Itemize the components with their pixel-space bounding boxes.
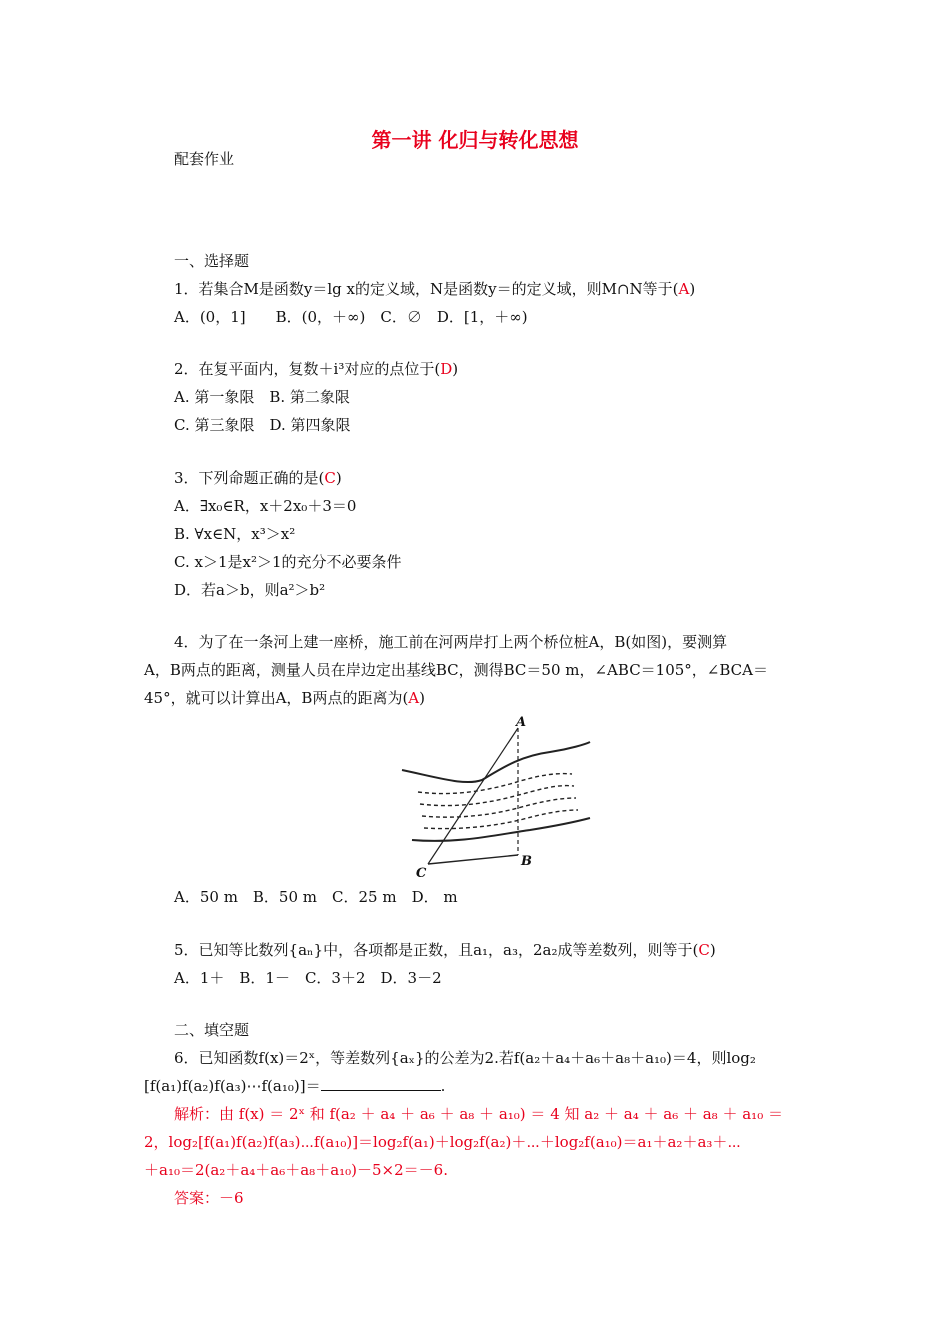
question-5-stem: 5．已知等比数列{aₙ}中，各项都是正数，且a₁，a₃，2a₂成等差数列，则等于(C): [174, 941, 716, 959]
question-4-line-2: A，B两点的距离，测量人员在岸边定出基线BC，测得BC＝50 m，∠ABC＝105°，∠BCA＝: [144, 661, 768, 679]
question-2-options-cd: C. 第三象限 D. 第四象限: [174, 416, 351, 434]
question-1-stem: 1．若集合M是函数y＝lg x的定义域，N是函数y＝的定义域，则M∩N等于(A): [174, 280, 696, 298]
solution-line-1: 解析：由 f(x) ＝ 2ˣ 和 f(a₂ ＋ a₄ ＋ a₆ ＋ a₈ ＋ a₁₀) ＝ 4 知 a₂ ＋ a₄ ＋ a₆ ＋ a₈ ＋ a₁₀ ＝: [174, 1105, 783, 1123]
subtitle: 配套作业: [174, 150, 235, 168]
river-wave-3: [422, 798, 576, 817]
point-c-label: C: [416, 866, 427, 881]
question-4-line-1: 4．为了在一条河上建一座桥，施工前在河两岸打上两个桥位桩A，B(如图)，要测算: [174, 633, 728, 651]
point-b-label: B: [521, 854, 532, 869]
final-answer: 答案：－6: [174, 1189, 244, 1207]
question-2-options-ab: A. 第一象限 B. 第二象限: [174, 388, 350, 406]
question-6-line-1: 6．已知函数f(x)＝2ˣ，等差数列{aₓ}的公差为2.若f(a₂＋a₄＋a₆＋a₈＋a₁₀)＝4，则log₂: [174, 1049, 756, 1067]
section-choice-heading: 一、选择题: [174, 252, 250, 270]
question-5-answer: C: [698, 941, 710, 959]
question-3-option-c: C. x＞1是x²＞1的充分不必要条件: [174, 553, 402, 571]
question-4-answer: A: [408, 689, 420, 707]
question-6-line-2: [f(a₁)f(a₂)f(a₃)⋯f(a₁₀)]＝ .: [144, 1077, 446, 1095]
question-3-option-a: A．∃x₀∈R，x＋2x₀＋3＝0: [174, 497, 357, 515]
river-wave-1: [418, 774, 572, 794]
question-3-option-b: B. ∀x∈N，x³＞x²: [174, 525, 296, 543]
question-3-answer: C: [324, 469, 336, 487]
point-a-label: A: [516, 715, 527, 730]
question-3-stem: 3．下列命题正确的是(C): [174, 469, 342, 487]
solution-line-3: ＋a₁₀＝2(a₂＋a₄＋a₆＋a₈＋a₁₀)－5×2＝－6.: [144, 1161, 448, 1179]
question-2-answer: D: [440, 360, 453, 378]
section-fill-heading: 二、填空题: [174, 1021, 250, 1039]
segment-cb: [428, 855, 518, 864]
segment-ca: [428, 728, 518, 864]
question-1-options: A．(0，1] B．(0，＋∞) C．∅ D．[1，＋∞): [174, 308, 528, 326]
river-bank-lower: [412, 818, 590, 841]
answer-blank: [321, 1076, 441, 1091]
question-5-options: A．1＋ B．1－ C．3＋2 D．3－2: [174, 969, 442, 987]
river-bridge-diagram: [390, 712, 600, 882]
page-title: 第一讲 化归与转化思想: [371, 128, 579, 152]
question-3-option-d: D．若a＞b，则a²＞b²: [174, 581, 326, 599]
question-2-stem: 2．在复平面内，复数＋i³对应的点位于(D): [174, 360, 459, 378]
question-4-options: A．50 m B．50 m C．25 m D． m: [174, 888, 458, 906]
river-wave-2: [420, 786, 574, 806]
question-1-answer: A: [678, 280, 690, 298]
question-4-line-3: 45°，就可以计算出A，B两点的距离为(A): [144, 689, 425, 707]
solution-line-2: 2，log₂[f(a₁)f(a₂)f(a₃)⋯f(a₁₀)]＝log₂f(a₁)＋log₂f(a₂)＋⋯＋log₂f(a₁₀)＝a₁＋a₂＋a₃＋⋯: [144, 1133, 741, 1151]
